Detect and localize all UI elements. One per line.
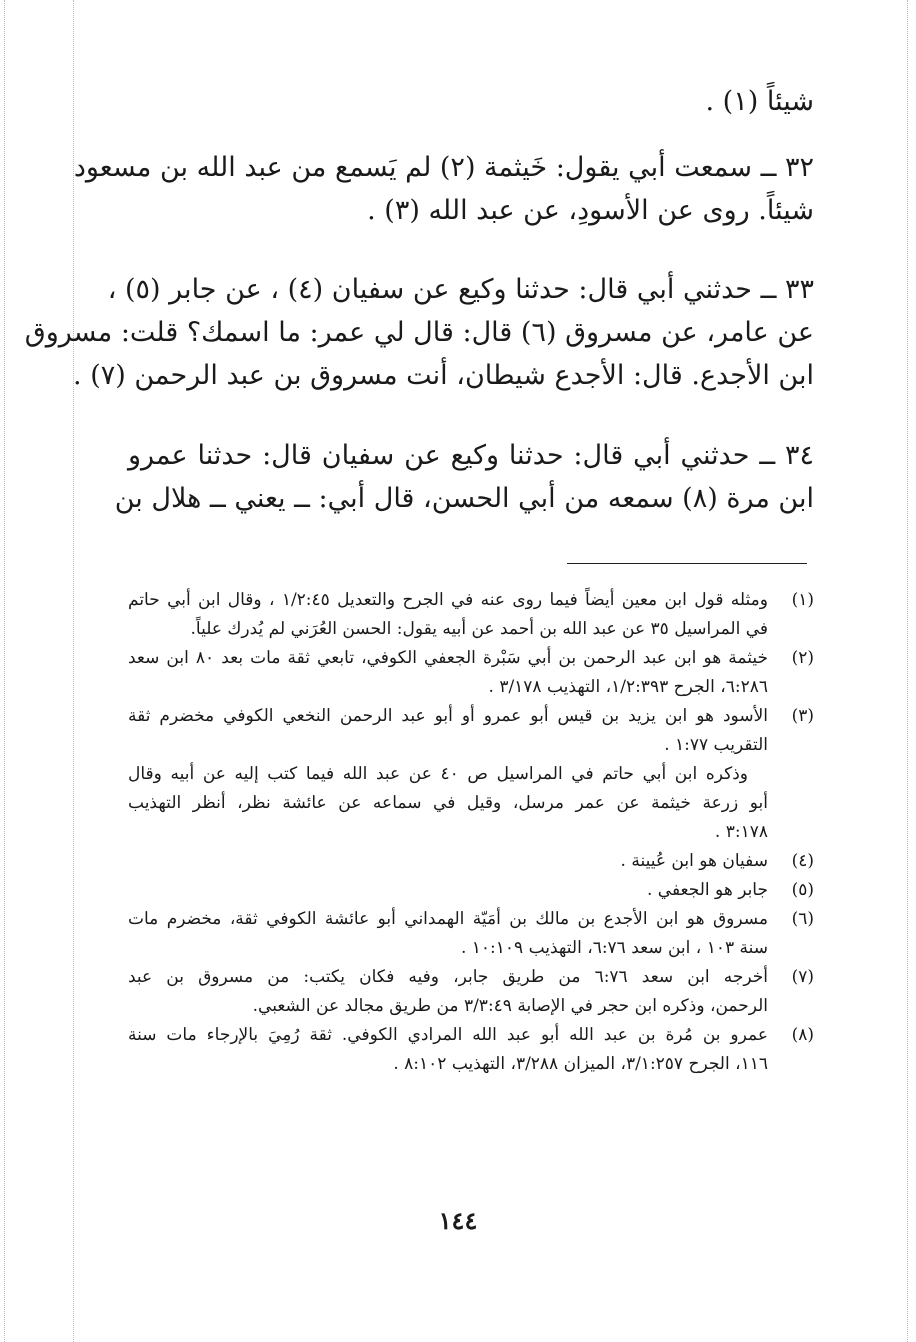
footnote-line: ٣:١٧٨ . bbox=[714, 822, 768, 842]
entry-33 bbox=[24, 268, 814, 397]
footnote-number: (٣) bbox=[791, 706, 814, 726]
footnote-line: عمرو بن مُرة بن عبد الله أبو عبد الله المرادي الكوفي. ثقة رُمِيَ بالإرجاء مات سنة bbox=[128, 1025, 768, 1045]
footnote-line: الأسود هو ابن يزيد بن قيس أبو عمرو أو أبو عبد الرحمن النخعي الكوفي مخضرم ثقة bbox=[128, 706, 768, 726]
scan-fold-line bbox=[73, 0, 74, 1342]
footnote-8 bbox=[128, 1021, 814, 1079]
footnote-number: (٨) bbox=[791, 1025, 814, 1045]
footnote-4 bbox=[128, 847, 814, 876]
footnote-2 bbox=[128, 644, 814, 702]
footnote-line: التقريب ١:٧٧ . bbox=[664, 735, 768, 755]
entry-32 bbox=[73, 146, 814, 232]
footnote-3 bbox=[128, 702, 814, 847]
footnote-line: في المراسيل ٣٥ عن عبد الله بن أحمد عن أبيه يقول: الحسن العُرَني لم يُدرك علياً. bbox=[190, 619, 768, 639]
main-line: ٣٢ ــ سمعت أبي يقول: خَيثمة (٢) لم يَسمع من عبد الله بن مسعود bbox=[73, 152, 814, 183]
main-line: شيئاً. روى عن الأسودِ، عن عبد الله (٣) . bbox=[367, 195, 814, 226]
main-line: عن عامر، عن مسروق (٦) قال: قال لي عمر: ما اسمك؟ قلت: مسروق bbox=[24, 317, 814, 348]
main-paragraph-continuation bbox=[128, 80, 814, 123]
footnotes bbox=[128, 586, 814, 1079]
footnote-line: سفيان هو ابن عُيينة . bbox=[620, 851, 768, 871]
entry-34 bbox=[114, 434, 814, 520]
footnote-number: (٧) bbox=[791, 967, 814, 987]
footnote-line: أخرجه ابن سعد ٦:٧٦ من طريق جابر، وفيه فكان يكتب: من مسروق بن عبد bbox=[128, 967, 768, 987]
footnote-line: ١١٦، الجرح ٣/١:٢٥٧، الميزان ٣/٢٨٨، التهذيب ٨:١٠٢ . bbox=[393, 1054, 768, 1074]
scan-edge-left bbox=[4, 0, 5, 1342]
footnote-1 bbox=[128, 586, 814, 644]
footnote-line: ومثله قول ابن معين أيضاً فيما روى عنه في الجرح والتعديل ١/٢:٤٥ ، وقال ابن أبي حاتم bbox=[128, 590, 768, 610]
footnote-line: جابر هو الجعفي . bbox=[646, 880, 768, 900]
main-line: ٣٣ ــ حدثني أبي قال: حدثنا وكيع عن سفيان (٤) ، عن جابر (٥) ، bbox=[107, 274, 814, 305]
main-line: ابن مرة (٨) سمعه من أبي الحسن، قال أبي: ــ يعني ــ هلال بن bbox=[114, 483, 814, 514]
footnote-5 bbox=[128, 876, 814, 905]
footnote-7 bbox=[128, 963, 814, 1021]
footnote-6 bbox=[128, 905, 814, 963]
footnote-number: (٥) bbox=[791, 880, 814, 900]
footnote-number: (٤) bbox=[791, 851, 814, 871]
footnote-line: الرحمن، وذكره ابن حجر في الإصابة ٣/٣:٤٩ من طريق مجالد عن الشعبي. bbox=[252, 996, 768, 1016]
main-line: ابن الأجدع. قال: الأجدع شيطان، أنت مسروق بن عبد الرحمن (٧) . bbox=[73, 360, 814, 391]
footnote-number: (٢) bbox=[791, 648, 814, 668]
footnote-line: أبو زرعة خيثمة عن عمر مرسل، وقيل في سماعه عن عائشة نظر، أنظر التهذيب bbox=[128, 793, 768, 813]
scan-edge-right bbox=[907, 0, 908, 1342]
footnote-separator bbox=[567, 563, 807, 564]
footnote-number: (١) bbox=[791, 590, 814, 610]
main-line: ٣٤ ــ حدثني أبي قال: حدثنا وكيع عن سفيان قال: حدثنا عمرو bbox=[128, 440, 814, 471]
footnote-line: سنة ١٠٣ ، ابن سعد ٦:٧٦، التهذيب ١٠:١٠٩ . bbox=[460, 938, 768, 958]
footnote-line: وذكره ابن أبي حاتم في المراسيل ص ٤٠ عن عبد الله فيما كتب إليه عن أبيه وقال bbox=[128, 764, 748, 784]
footnote-line: ٦:٢٨٦، الجرح ١/٢:٣٩٣، التهذيب ٣/١٧٨ . bbox=[488, 677, 768, 697]
footnote-number: (٦) bbox=[791, 909, 814, 929]
page-number: ١٤٤ bbox=[438, 1206, 478, 1235]
footnote-line: مسروق هو ابن الأجدع بن مالك بن أمَيّة الهمداني أبو عائشة الكوفي ثقة، مخضرم مات bbox=[128, 909, 768, 929]
main-line: شيئاً (١) . bbox=[705, 86, 814, 117]
footnote-line: خيثمة هو ابن عبد الرحمن بن أبي سَبْرة الجعفي الكوفي، تابعي ثقة مات بعد ٨٠ ابن سعد bbox=[128, 648, 768, 668]
